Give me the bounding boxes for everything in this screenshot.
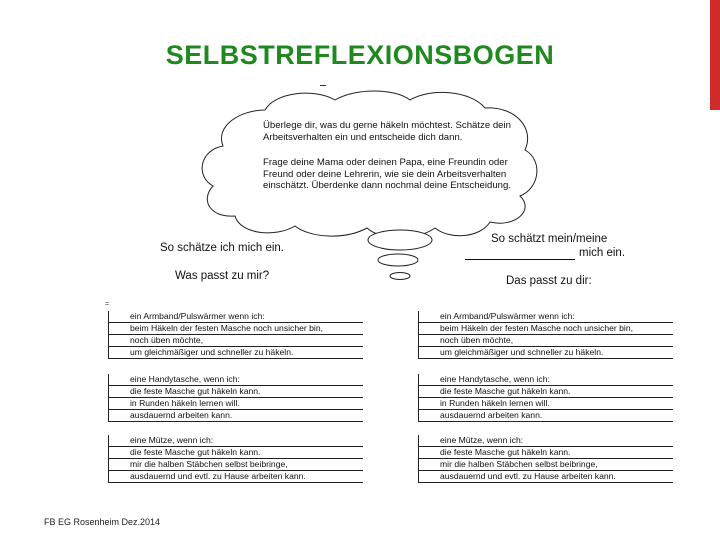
option-row: noch üben möchte, — [108, 335, 363, 347]
box-bracket — [108, 435, 113, 483]
option-row: um gleichmäßiger und schneller zu häkeln. — [108, 347, 363, 359]
option-row: mir die halben Stäbchen selbst beibringe, — [418, 459, 673, 471]
right-option-box-muetze — [418, 435, 673, 483]
peer-assessment-heading — [491, 232, 625, 260]
peer-heading-line1: So schätzt mein/meine — [491, 233, 608, 245]
peer-assessment-question: Das passt zu dir: — [506, 275, 592, 287]
option-row: ausdauernd und evtl. zu Hause arbeiten kann. — [418, 471, 673, 483]
name-blank-line — [465, 248, 575, 260]
option-row: eine Mütze, wenn ich: — [108, 435, 363, 447]
option-row: ausdauernd und evtl. zu Hause arbeiten kann. — [108, 471, 363, 483]
corner-mark: = — [105, 301, 110, 308]
option-row: die feste Masche gut häkeln kann. — [108, 447, 363, 459]
slide-title: SELBSTREFLEXIONSBOGEN — [165, 40, 555, 70]
self-assessment-heading: So schätze ich mich ein. — [160, 242, 285, 254]
option-row: die feste Masche gut häkeln kann. — [418, 447, 673, 459]
box-bracket — [418, 311, 423, 359]
left-option-box-muetze — [108, 435, 363, 483]
option-row: ein Armband/Pulswärmer wenn ich: — [418, 311, 673, 323]
option-row: ausdauernd arbeiten kann. — [108, 410, 363, 422]
option-row: die feste Masche gut häkeln kann. — [418, 386, 673, 398]
self-assessment-question: Was passt zu mir? — [175, 270, 270, 282]
right-option-box-armband — [418, 311, 673, 359]
cloud-instruction-1: Überlege dir, was du gerne häkeln möchtest. Schätze dein Arbeitsverhalten ein und entscheide dich dann. — [263, 120, 511, 143]
box-bracket — [108, 311, 113, 359]
left-option-box-handytasche — [108, 374, 363, 422]
option-row: ein Armband/Pulswärmer wenn ich: — [108, 311, 363, 323]
option-row: um gleichmäßiger und schneller zu häkeln. — [418, 347, 673, 359]
option-row: mir die halben Stäbchen selbst beibringe, — [108, 459, 363, 471]
footer-credit: FB EG Rosenheim Dez.2014 — [44, 517, 161, 527]
option-row: eine Handytasche, wenn ich: — [108, 374, 363, 386]
cloud-instruction-2: Frage deine Mama oder deinen Papa, eine Freundin oder Freund oder deine Lehrerin, wie sie dein Arbeitsverhalten einschätzt. Überdenke dann nochmal deine Entscheidung. — [263, 157, 512, 191]
peer-heading-line2: mich ein. — [579, 247, 626, 259]
option-row: beim Häkeln der festen Masche noch unsicher bin, — [108, 323, 363, 335]
box-bracket — [418, 374, 423, 422]
option-row: noch üben möchte, — [418, 335, 673, 347]
box-bracket — [418, 435, 423, 483]
option-row: beim Häkeln der festen Masche noch unsicher bin, — [418, 323, 673, 335]
option-row: ausdauernd arbeiten kann. — [418, 410, 673, 422]
option-row: eine Mütze, wenn ich: — [418, 435, 673, 447]
box-bracket — [108, 374, 113, 422]
right-option-box-handytasche — [418, 374, 673, 422]
option-row: eine Handytasche, wenn ich: — [418, 374, 673, 386]
option-row: die feste Masche gut häkeln kann. — [108, 386, 363, 398]
option-row: in Runden häkeln lernen will. — [108, 398, 363, 410]
divider-mark — [320, 85, 326, 86]
left-option-box-armband — [108, 311, 363, 359]
option-row: in Runden häkeln lernen will. — [418, 398, 673, 410]
